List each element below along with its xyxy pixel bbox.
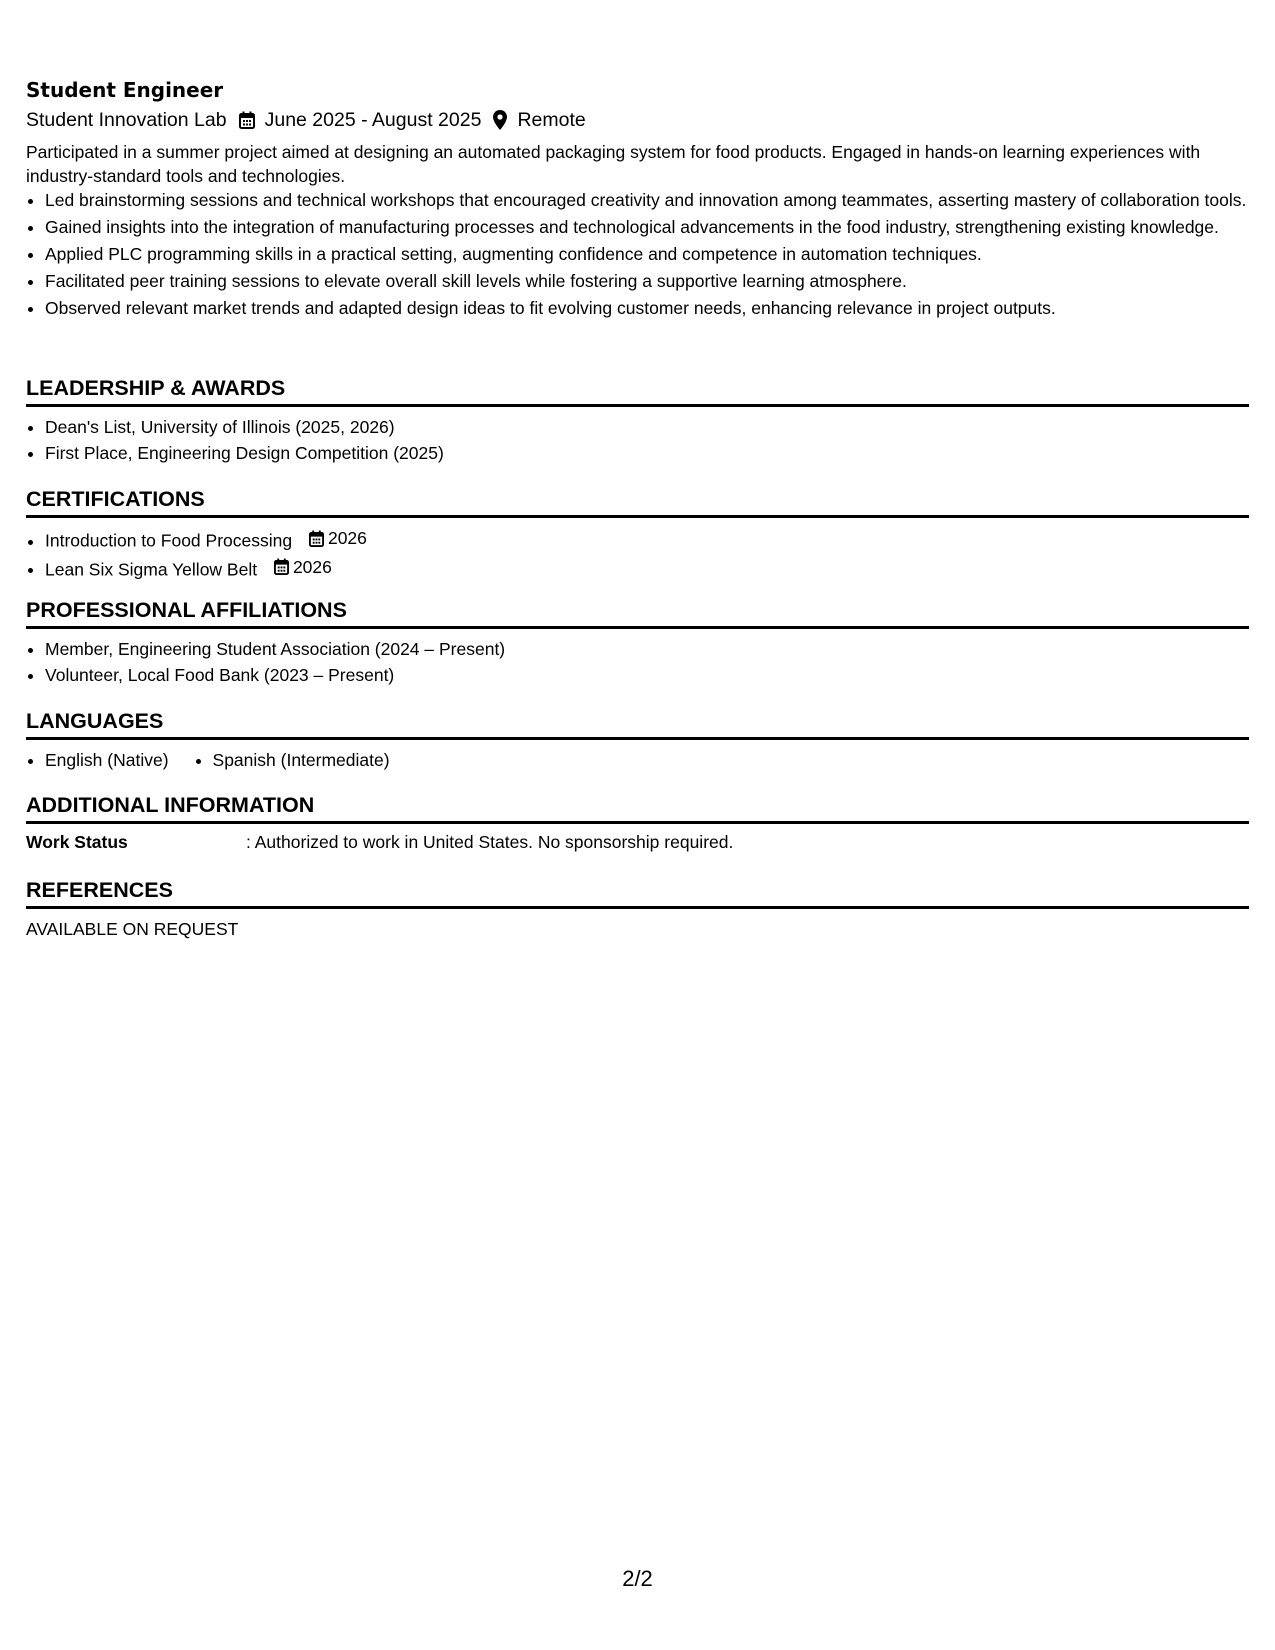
- page-number: 2/2: [622, 1566, 653, 1591]
- list-item: • Led brainstorming sessions and technical workshops that encouraged creativity and innovation among teammates, asserting mastery of collaboration tools.: [45, 188, 1249, 212]
- section-title: REFERENCES: [26, 876, 1249, 909]
- certification-name: Introduction to Food Processing: [45, 530, 293, 551]
- leadership-section: [26, 374, 1249, 467]
- certifications-list: [26, 526, 1249, 581]
- leadership-list: [26, 415, 1249, 465]
- list-item: • Observed relevant market trends and adapted design ideas to fit evolving customer needs, enhancing relevance in project outputs.: [45, 296, 1249, 320]
- list-item: • English (Native): [45, 748, 169, 772]
- job-meta: [26, 106, 1249, 134]
- job-title: Student Engineer: [26, 78, 224, 102]
- job-description: Participated in a summer project aimed at designing an automated packaging system for food products. Engaged in hands-on learning experiences with industry-standard tools and technologies.: [26, 142, 1201, 186]
- calendar-icon: [239, 111, 255, 129]
- list-item: • Facilitated peer training sessions to elevate overall skill levels while fostering a supportive learning atmosphere.: [45, 269, 1249, 293]
- job-dates: June 2025 - August 2025: [264, 109, 482, 131]
- list-item: • Spanish (Intermediate): [213, 748, 390, 772]
- certification-date: [309, 526, 367, 550]
- section-title: PROFESSIONAL AFFILIATIONS: [26, 596, 1249, 629]
- list-item: • Volunteer, Local Food Bank (2023 – Present): [45, 663, 1249, 687]
- work-status-label: Work Status: [26, 832, 128, 852]
- job-bullets: [26, 188, 1249, 320]
- section-title: LANGUAGES: [26, 707, 1249, 740]
- certifications-section: [26, 485, 1249, 583]
- languages-list: [26, 748, 1249, 774]
- affiliations-list: [26, 637, 1249, 687]
- list-item: • Applied PLC programming skills in a practical setting, augmenting confidence and competence in automation techniques.: [45, 242, 1249, 266]
- list-item: • First Place, Engineering Design Competition (2025): [45, 441, 1249, 465]
- work-status-row: [26, 830, 1249, 854]
- affiliations-section: [26, 596, 1249, 689]
- certification-year: 2026: [292, 556, 332, 577]
- experience-entry: [26, 76, 1249, 323]
- section-title: ADDITIONAL INFORMATION: [26, 791, 1249, 824]
- job-location: Remote: [517, 109, 586, 131]
- list-item: • Gained insights into the integration of manufacturing processes and technological advancements in the food industry, strengthening existing knowledge.: [45, 215, 1249, 239]
- calendar-icon: [274, 558, 289, 575]
- references-section: [26, 876, 1249, 941]
- additional-info-section: [26, 791, 1249, 854]
- list-item: [45, 526, 1249, 553]
- work-status-value: : Authorized to work in United States. No sponsorship required.: [246, 832, 734, 852]
- list-item: • Dean's List, University of Illinois (2025, 2026): [45, 415, 1249, 439]
- company-name: Student Innovation Lab: [26, 109, 227, 131]
- calendar-icon: [309, 530, 324, 547]
- map-pin-icon: [493, 110, 507, 130]
- section-title: CERTIFICATIONS: [26, 485, 1249, 518]
- references-text: AVAILABLE ON REQUEST: [26, 919, 239, 939]
- languages-section: [26, 707, 1249, 774]
- list-item: [45, 555, 1249, 582]
- certification-date: [274, 555, 332, 579]
- certification-year: 2026: [327, 528, 367, 548]
- section-title: LEADERSHIP & AWARDS: [26, 374, 1249, 407]
- list-item: • Member, Engineering Student Association (2024 – Present): [45, 637, 1249, 661]
- certification-name: Lean Six Sigma Yellow Belt: [45, 559, 258, 579]
